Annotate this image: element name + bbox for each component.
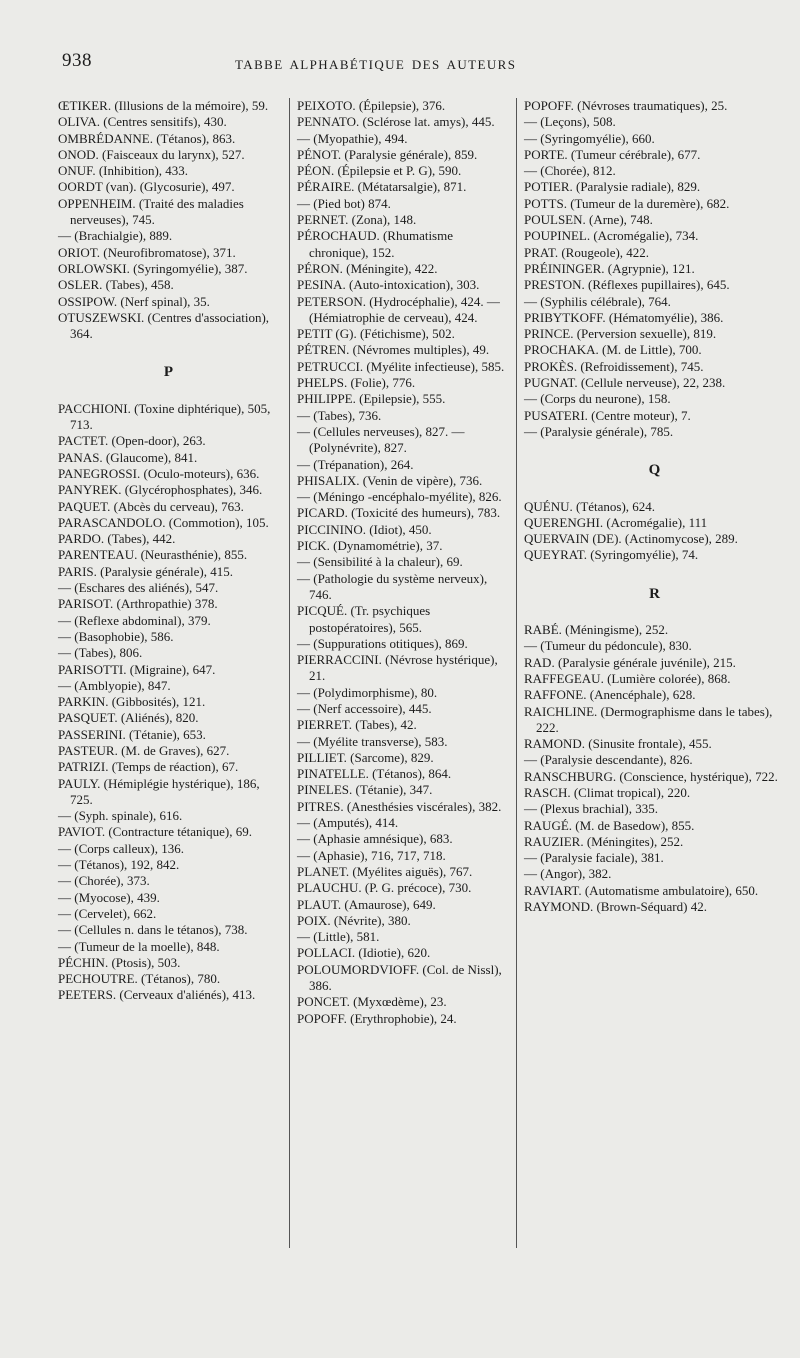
index-entry: PETRUCCI. (Myélite infectieuse), 585. [297, 358, 505, 374]
page-number: 938 [62, 50, 92, 71]
index-entry: — (Chorée), 373. [58, 873, 150, 889]
index-entry: — (Paralysie faciale), 381. [524, 850, 664, 866]
index-entry: POIX. (Névrite), 380. [297, 912, 411, 928]
index-entry: ONUF. (Inhibition), 433. [58, 163, 189, 179]
index-entry: — (Tabes), 736. [297, 407, 382, 423]
index-entry: — (Leçons), 508. [524, 114, 616, 130]
index-entry: QUÉNU. (Tétanos), 624. [524, 498, 656, 514]
index-entry: — (Pied bot) 874. [297, 195, 391, 211]
index-entry: PLAUCHU. (P. G. précoce), 730. [297, 880, 472, 896]
index-entry: PARISOT. (Arthropathie) 378. [58, 596, 218, 612]
index-entry: PÉRAIRE. (Métatarsalgie), 871. [297, 179, 467, 195]
index-entry: — (Tabes), 806. [58, 645, 143, 661]
index-entry: PACTET. (Open-door), 263. [58, 433, 206, 449]
index-entry: PLANET. (Myélites aiguës), 767. [297, 863, 473, 879]
index-entry: — (Paralysie descendante), 826. [524, 752, 693, 768]
index-entry: PICCININO. (Idiot), 450. [297, 521, 432, 537]
index-entry: POULSEN. (Arne), 748. [524, 212, 653, 228]
index-entry: RAMOND. (Sinusite frontale), 455. [524, 736, 712, 752]
index-entry: PASTEUR. (M. de Graves), 627. [58, 742, 230, 758]
index-entry: — (Corps calleux), 136. [58, 840, 185, 856]
section-letter-heading: R [649, 585, 661, 602]
index-entry: PRESTON. (Réflexes pupillaires), 645. [524, 277, 730, 293]
index-entry: QUEYRAT. (Syringomyélie), 74. [524, 547, 699, 563]
index-entry: RAFFONE. (Anencéphale), 628. [524, 687, 696, 703]
index-entry: PEIXOTO. (Épilepsie), 376. [297, 98, 446, 113]
index-entry: PINATELLE. (Tétanos), 864. [297, 766, 452, 782]
index-entry: OSLER. (Tabes), 458. [58, 277, 174, 293]
index-entry: — (Tumeur du pédoncule), 830. [524, 638, 692, 654]
index-column-3 [524, 98, 786, 915]
index-entry: — (Reflexe abdominal), 379. [58, 612, 211, 628]
index-entry: PETIT (G). (Fétichisme), 502. [297, 326, 455, 342]
index-entry: QUERENGHI. (Acromégalie), 111 [524, 514, 708, 530]
running-title: TABBE ALPHABÉTIQUE DES AUTEURS [235, 57, 517, 72]
index-entry: — (Cellules nerveuses), 827. — (Polynévrite), 827. [297, 423, 465, 456]
index-entry: PIERRACCINI. (Névrose hystérique), 21. [297, 652, 498, 684]
index-entry: RAVIART. (Automatisme ambulatoire), 650. [524, 882, 759, 898]
index-entry: PARDO. (Tabes), 442. [58, 531, 176, 547]
index-entry: PETERSON. (Hydrocéphalie), 424. — (Hémiatrophie de cerveau), 424. [297, 293, 500, 325]
index-entry: — (Angor), 382. [524, 866, 612, 882]
index-entry: POUPINEL. (Acromégalie), 734. [524, 228, 699, 244]
index-entry: PICARD. (Toxicité des humeurs), 783. [297, 505, 501, 521]
index-entry: PAVIOT. (Contracture tétanique), 69. [58, 824, 252, 840]
index-entry: PÉTREN. (Névromes multiples), 49. [297, 342, 490, 358]
index-entry: — (Polydimorphisme), 80. [297, 684, 438, 700]
index-entry: PÉROCHAUD. (Rhumatisme chronique), 152. [297, 228, 453, 260]
index-entry: — (Little), 581. [297, 929, 380, 945]
index-entry: — (Tétanos), 192, 842. [58, 857, 180, 873]
index-entry: POLOUMORDVIOFF. (Col. de Nissl), 386. [297, 961, 502, 994]
index-entry: PHELPS. (Folie), 776. [297, 375, 416, 391]
index-entry: POTIER. (Paralysie radiale), 829. [524, 179, 701, 195]
index-entry: PASQUET. (Aliénés), 820. [58, 710, 199, 726]
index-entry: — (Paralysie générale), 785. [524, 423, 674, 439]
index-entry: RASCH. (Climat tropical), 220. [524, 784, 691, 800]
index-entry: PENNATO. (Sclérose lat. amys), 445. [297, 114, 495, 130]
index-entry: — (Pathologie du système nerveux), 746. [297, 570, 488, 602]
index-entry: PROCHAKA. (M. de Little), 700. [524, 342, 702, 358]
index-entry: — (Syphilis célébrale), 764. [524, 293, 671, 309]
index-entry: PERNET. (Zona), 148. [297, 212, 417, 228]
index-entry: POPOFF. (Erythrophobie), 24. [297, 1010, 457, 1026]
index-entry: PAQUET. (Abcès du cerveau), 763. [58, 498, 244, 514]
index-entry: PEETERS. (Cerveaux d'aliénés), 413. [58, 987, 256, 1003]
index-entry: PICK. (Dynamométrie), 37. [297, 538, 443, 554]
index-entry: PLAUT. (Amaurose), 649. [297, 896, 436, 912]
index-entry: PÉRON. (Méningite), 422. [297, 260, 438, 276]
index-entry: — (Brachialgie), 889. [58, 228, 173, 244]
index-column-1 [58, 98, 280, 1004]
index-entry: PANYREK. (Glycérophosphates), 346. [58, 482, 263, 498]
index-entry: PECHOUTRE. (Tétanos), 780. [58, 971, 221, 987]
section-letter-heading: Q [648, 462, 662, 479]
index-entry: PAULY. (Hémiplégie hystérique), 186, 725. [58, 775, 260, 807]
index-entry: OTUSZEWSKI. (Centres d'association), 364. [58, 309, 270, 342]
index-entry: RAUZIER. (Méningites), 252. [524, 833, 684, 849]
index-entry: PASSERINI. (Tétanie), 653. [58, 726, 206, 742]
index-entry: — (Amputés), 414. [297, 815, 399, 831]
column-divider [516, 98, 517, 1248]
index-entry: — (Nerf accessoire), 445. [297, 700, 432, 716]
index-entry: RAICHLINE. (Dermographisme dans le tabes), 222. [524, 703, 773, 735]
index-entry: PARIS. (Paralysie générale), 415. [58, 563, 233, 579]
index-entry: — (Amblyopie), 847. [58, 677, 171, 693]
index-entry: PRINCE. (Perversion sexuelle), 819. [524, 326, 717, 342]
index-entry: OSSIPOW. (Nerf spinal), 35. [58, 293, 210, 309]
index-entry: — (Syringomyélie), 660. [524, 130, 655, 146]
index-entry: PARASCANDOLO. (Commotion), 105. [58, 514, 269, 530]
index-entry: OORDT (van). (Glycosurie), 497. [58, 179, 235, 195]
index-entry: OMBRÉDANNE. (Tétanos), 863. [58, 130, 236, 146]
index-entry: PILLIET. (Sarcome), 829. [297, 749, 434, 765]
index-entry: RAUGÉ. (M. de Basedow), 855. [524, 817, 695, 833]
index-entry: OLIVA. (Centres sensitifs), 430. [58, 114, 227, 130]
index-entry: — (Cervelet), 662. [58, 905, 157, 921]
index-entry: PHISALIX. (Venin de vipère), 736. [297, 472, 483, 488]
index-entry: RANSCHBURG. (Conscience, hystérique), 722. [524, 768, 778, 784]
index-entry: ORIOT. (Neurofibromatose), 371. [58, 244, 236, 260]
index-entry: PHILIPPE. (Epilepsie), 555. [297, 391, 446, 407]
index-entry: PRIBYTKOFF. (Hématomyélie), 386. [524, 309, 724, 325]
index-entry: QUERVAIN (DE). (Actinomycose), 289. [524, 531, 738, 547]
index-entry: PIERRET. (Tabes), 42. [297, 717, 417, 733]
index-entry: PESINA. (Auto-intoxication), 303. [297, 277, 480, 293]
index-entry: PITRES. (Anesthésies viscérales), 382. [297, 798, 502, 814]
index-entry: — (Plexus brachial), 335. [524, 801, 658, 817]
index-entry: — (Méningo -encéphalo-myélite), 826. [297, 489, 502, 505]
index-entry: PORTE. (Tumeur cérébrale), 677. [524, 146, 701, 162]
index-entry: PICQUÉ. (Tr. psychiques postopératoires), 565. [297, 603, 431, 635]
index-entry: — (Myopathie), 494. [297, 130, 408, 146]
index-entry: RAYMOND. (Brown-Séquard) 42. [524, 899, 707, 915]
index-entry: PÉCHIN. (Ptosis), 503. [58, 954, 181, 970]
index-entry: PATRIZI. (Temps de réaction), 67. [58, 759, 239, 775]
page-header [0, 50, 800, 80]
index-entry: ORLOWSKI. (Syringomyélie), 387. [58, 260, 248, 276]
column-divider [289, 98, 290, 1248]
index-entry: POPOFF. (Névroses traumatiques), 25. [524, 98, 728, 113]
index-column-2 [297, 98, 512, 1027]
index-entry: — (Sensibilité à la chaleur), 69. [297, 554, 463, 570]
index-entry: — (Basophobie), 586. [58, 628, 174, 644]
index-entry: PROKÈS. (Refroidissement), 745. [524, 358, 704, 374]
index-entry: — (Aphasie), 716, 717, 718. [297, 847, 446, 863]
index-entry: — (Aphasie amnésique), 683. [297, 831, 453, 847]
index-entry: — (Chorée), 812. [524, 163, 616, 179]
index-entry: PONCET. (Myxœdème), 23. [297, 994, 447, 1010]
index-entry: PARKIN. (Gibbosités), 121. [58, 694, 206, 710]
index-entry: — (Trépanation), 264. [297, 456, 414, 472]
index-entry: — (Corps du neurone), 158. [524, 391, 671, 407]
index-entry: PANEGROSSI. (Oculo-moteurs), 636. [58, 465, 260, 481]
index-entry: PUSATERI. (Centre moteur), 7. [524, 407, 691, 423]
index-entry: ŒTIKER. (Illusions de la mémoire), 59. [58, 98, 269, 113]
index-entry: PÉNOT. (Paralysie générale), 859. [297, 146, 478, 162]
index-entry: PUGNAT. (Cellule nerveuse), 22, 238. [524, 375, 726, 391]
index-entry: RAFFEGEAU. (Lumière colorée), 868. [524, 670, 731, 686]
index-entry: PRAT. (Rougeole), 422. [524, 244, 650, 260]
index-entry: ONOD. (Faisceaux du larynx), 527. [58, 146, 245, 162]
index-entry: PÉON. (Épilepsie et P. G), 590. [297, 163, 462, 179]
index-entry: — (Myélite transverse), 583. [297, 733, 448, 749]
section-letter-heading: P [163, 364, 175, 381]
index-entry: POTTS. (Tumeur de la duremère), 682. [524, 195, 730, 211]
index-entry: RAD. (Paralysie générale juvénile), 215. [524, 654, 736, 670]
index-entry: PANAS. (Glaucome), 841. [58, 449, 198, 465]
index-entry: — (Myocose), 439. [58, 889, 160, 905]
index-entry: PARENTEAU. (Neurasthénie), 855. [58, 547, 248, 563]
index-entry: POLLACI. (Idiotie), 620. [297, 945, 431, 961]
index-entry: OPPENHEIM. (Traité des maladies nerveuses), 745. [58, 195, 244, 228]
index-entry: PINELES. (Tétanie), 347. [297, 782, 433, 798]
index-entry: — (Suppurations otitiques), 869. [297, 635, 468, 651]
index-entry: PACCHIONI. (Toxine diphtérique), 505, 713. [58, 400, 271, 433]
index-entry: PARISOTTI. (Migraine), 647. [58, 661, 216, 677]
index-entry: RABÉ. (Méningisme), 252. [524, 622, 669, 638]
index-entry: — (Syph. spinale), 616. [58, 808, 183, 824]
index-entry: PRÉININGER. (Agrypnie), 121. [524, 260, 695, 276]
index-entry: — (Tumeur de la moelle), 848. [58, 938, 220, 954]
index-entry: — (Eschares des aliénés), 547. [58, 580, 219, 596]
index-entry: — (Cellules n. dans le tétanos), 738. [58, 922, 248, 938]
